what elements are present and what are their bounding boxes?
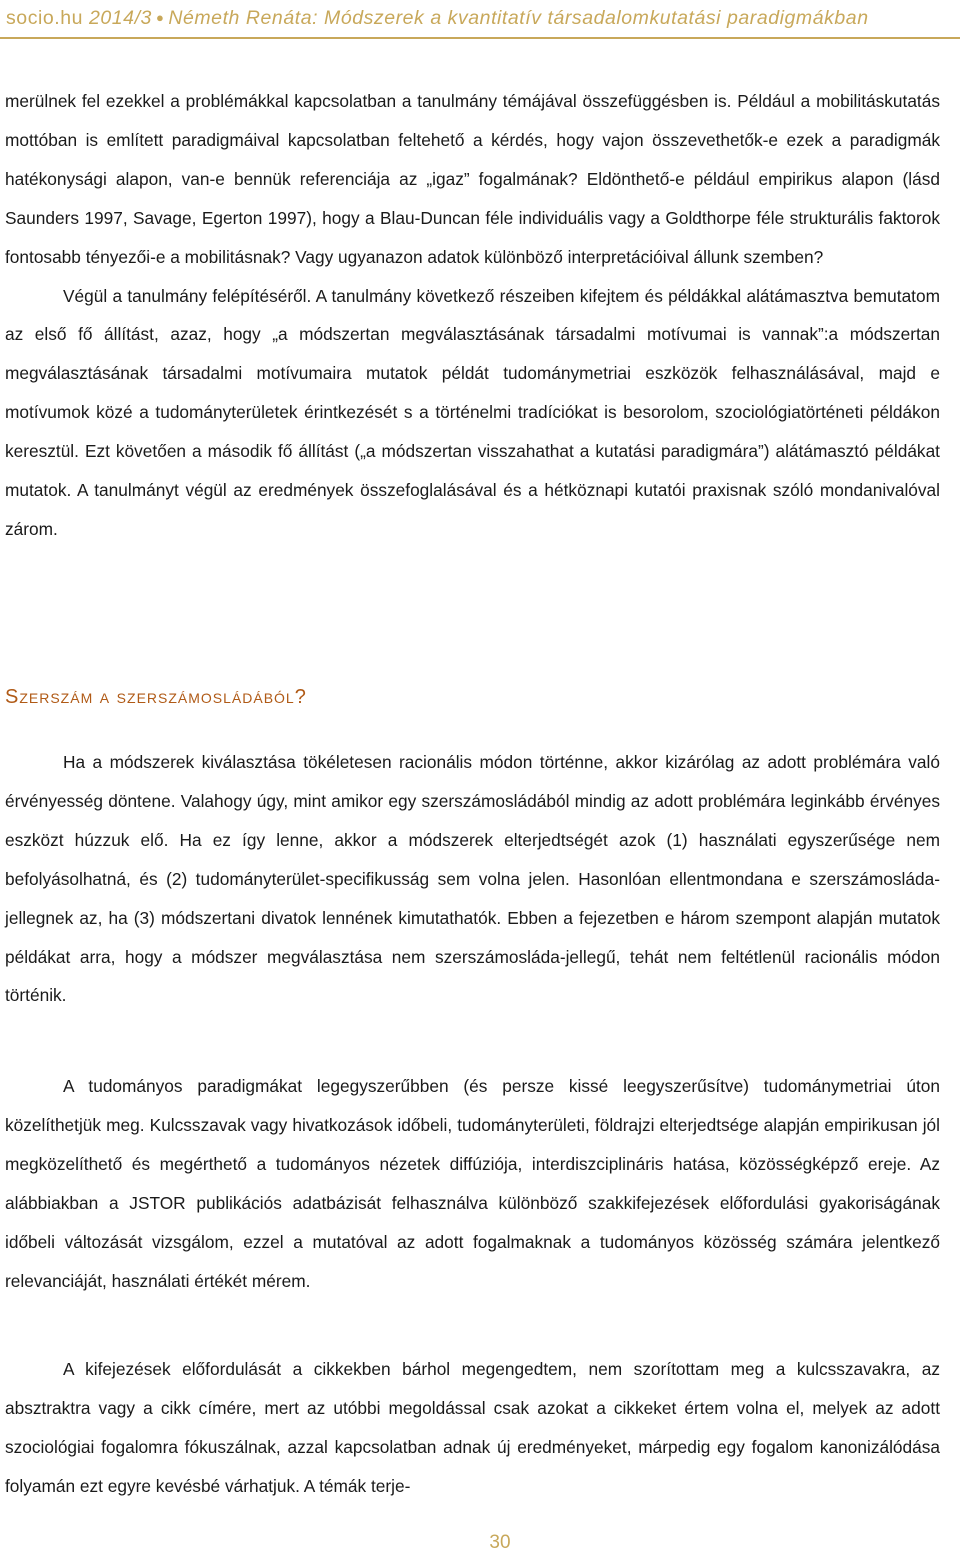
section-heading: Szerszám a szerszámosládából?: [5, 686, 307, 708]
text-block-4: [5, 1350, 940, 1506]
paragraph-3: [5, 743, 940, 1015]
header-title: Módszerek a kvantitatív társadalomkutatási paradigmákban: [324, 6, 869, 29]
text-block-3: [5, 1067, 940, 1300]
journal-name: socio.hu: [6, 6, 84, 29]
paragraph-2: [5, 277, 940, 549]
separator-dot: ●: [155, 9, 165, 25]
paragraph-5-text: A kifejezések előfordulását a cikkekben bárhol megengedtem, nem szorítottam meg a kulcsszavakra, az absztraktra vagy a cikk címére, mert az utóbbi megoldással csak azokat a cikkeket értem volna el, melyek az adott szociológiai fogalomra fókuszálnak, azzal kapcsolatban adnak új eredményeket, márpedig egy fogalom kanonizálódása folyamán ezt egyre kevésbé várhatjuk. A témák terje-: [5, 1359, 940, 1496]
text-block-2: [5, 743, 940, 1015]
paragraph-2-text: Végül a tanulmány felépítéséről. A tanulmány következő részeiben kifejtem és példákkal alátámasztva bemutatom az első fő állítást, azaz, hogy „a módszertan megválasztásának társadalmi motívumai is vannak”:a módszertan megválasztásának társadalmi motívumaira mutatok példát tudománymetriai eszközök felhasználásával, majd e motívumok közé a tudományterületek érintkezését s a történelmi tradíciókat is besorolom, szociológiatörténeti példákon keresztül. Ezt követően a második fő állítást („a módszertan visszahathat a kutatási paradigmára”) alátámasztó példákat mutatok. A tanulmányt végül az eredmények összefoglalásával és a hétköznapi kutatói praxisnak szóló mondanivalóval zárom.: [5, 285, 940, 539]
paragraph-5: [5, 1350, 940, 1506]
paragraph-1: [5, 82, 940, 277]
paragraph-4: [5, 1067, 940, 1300]
paragraph-1-text: merülnek fel ezekkel a problémákkal kapcsolatban a tanulmány témájával összefüggésben is. Például a mobilitáskutatás mottóban is említett paradigmáival kapcsolatban feltehető a kérdés, hogy vajon összevethetők-e ezek a paradigmák hatékonysági alapon, van-e bennük referenciája az „igaz” fogalmának? Eldönthető-e például empirikus alapon (lásd Saunders 1997, Savage, Egerton 1997), hogy a Blau-Duncan féle individuális vagy a Goldthorpe féle strukturális faktorok fontosabb tényezői-e a mobilitásnak? Vagy ugyanazon adatok különböző interpretációival állunk szemben?: [5, 91, 940, 267]
header-author: Németh Renáta:: [168, 6, 319, 29]
page-number: 30: [489, 1532, 511, 1553]
running-header: [0, 0, 960, 36]
paragraph-3-text: Ha a módszerek kiválasztása tökéletesen racionális módon történne, akkor kizárólag az adott problémára való érvényesség döntene. Valahogy úgy, mint amikor egy szerszámosládából mindig az adott problémára leginkább érvényes eszközt húzzuk elő. Ha ez így lenne, akkor a módszerek elterjedtségét azok (1) használati egyszerűsége nem befolyásolhatná, és (2) tudományterület-specifikusság sem volna jelen. Hasonlóan ellentmondana e szerszámosláda-jellegnek az, ha (3) módszertani divatok lennének kimutathatók. Ebben a fejezetben e három szempont alapján mutatok példákat arra, hogy a módszer megválasztása nem szerszámosláda-jellegű, tehát nem feltétlenül racionális módon történik.: [5, 752, 940, 1006]
issue-number: 2014/3: [89, 6, 152, 29]
paragraph-4-text: A tudományos paradigmákat legegyszerűbben (és persze kissé leegyszerűsítve) tudománymetriai úton közelíthetjük meg. Kulcsszavak vagy hivatkozások időbeli, tudományterületi, földrajzi elterjedtsége alapján empirikusan jól megközelíthető és megérthető a tudományos nézetek diffúziója, interdiszciplináris hatása, közösségképző ereje. Az alábbiakban a JSTOR publikációs adatbázisát felhasználva különböző szakkifejezések előfordulási gyakoriságának időbeli változását vizsgálom, ezzel a mutatóval az adott fogalmaknak a tudományos közösség számára jelentkező relevanciáját, használati értékét mérem.: [5, 1076, 940, 1291]
text-block-1: [5, 82, 940, 549]
header-rule: [0, 37, 960, 39]
